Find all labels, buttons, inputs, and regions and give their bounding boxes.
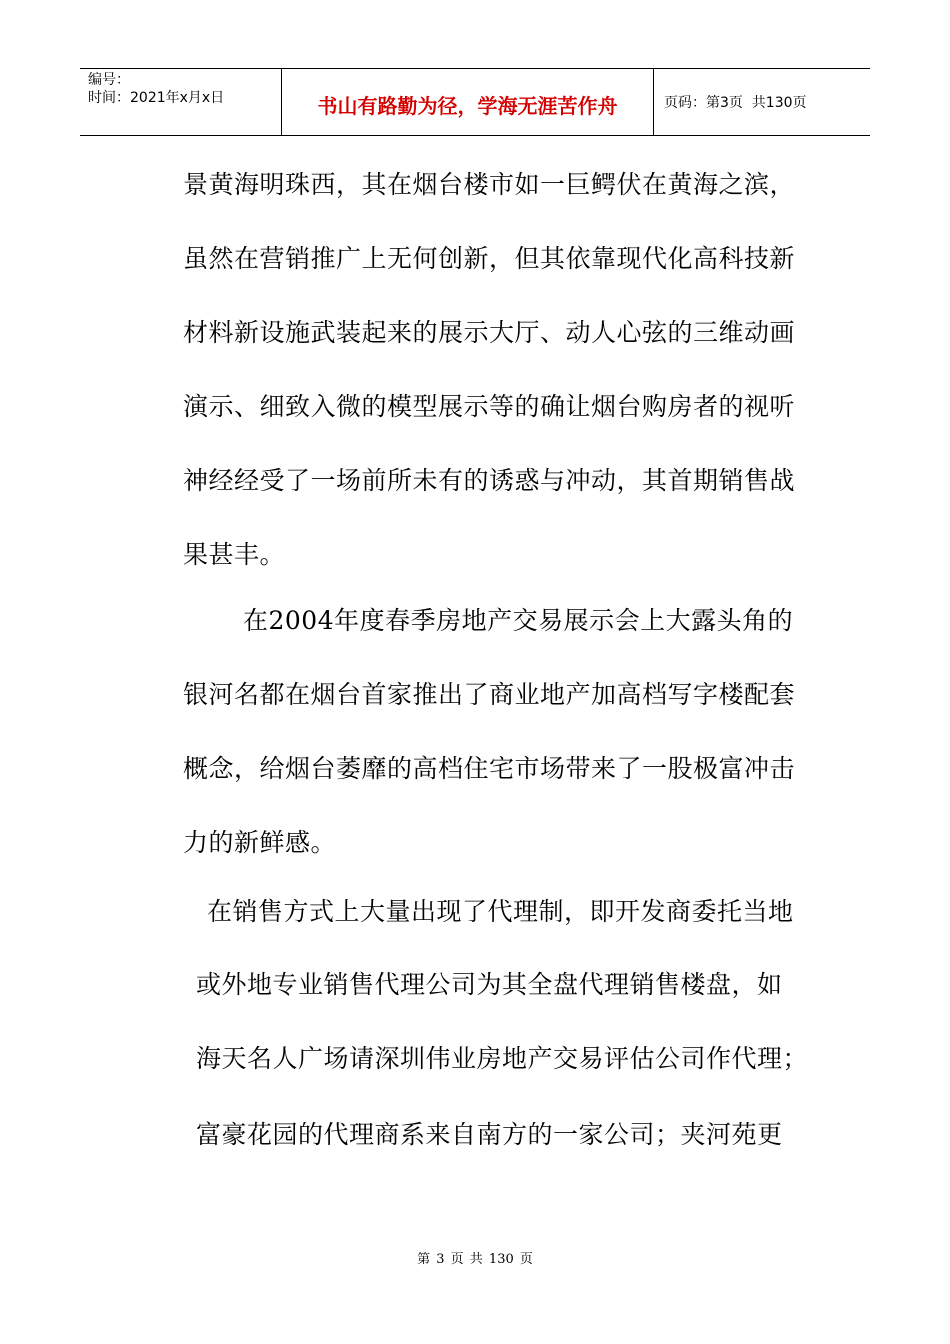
body-line: 在2004年度春季房地产交易展示会上大露头角的 xyxy=(243,606,794,635)
document-number-label: 编号： xyxy=(88,72,130,88)
body-line: 银河名都在烟台首家推出了商业地产加高档写字楼配套 xyxy=(183,680,796,709)
document-header xyxy=(80,68,870,136)
body-line: 在销售方式上大量出现了代理制，即开发商委托当地 xyxy=(207,897,794,926)
body-line: 神经经受了一场前所未有的诱惑与冲动，其首期销售战 xyxy=(183,466,796,495)
header-page-info: 页码：第3页 共130页 xyxy=(664,95,807,111)
page-footer: 第 3 页 共 130 页 xyxy=(417,1252,533,1267)
document-date-label: 时间：2021年x月x日 xyxy=(88,90,225,106)
body-line: 景黄海明珠西，其在烟台楼市如一巨鳄伏在黄海之滨， xyxy=(183,170,796,199)
header-motto: 书山有路勤为径，学海无涯苦作舟 xyxy=(317,93,618,118)
body-line: 材料新设施武装起来的展示大厅、动人心弦的三维动画 xyxy=(183,318,796,347)
body-line: 概念，给烟台萎靡的高档住宅市场带来了一股极富冲击 xyxy=(183,754,796,783)
body-line: 力的新鲜感。 xyxy=(183,828,337,857)
header-motto-cell xyxy=(282,69,654,135)
body-line: 演示、细致入微的模型展示等的确让烟台购房者的视听 xyxy=(183,392,796,421)
body-line: 海天名人广场请深圳伟业房地产交易评估公司作代理； xyxy=(196,1044,809,1073)
header-page-cell xyxy=(654,69,870,135)
body-line: 虽然在营销推广上无何创新，但其依靠现代化高科技新 xyxy=(183,244,796,273)
header-meta-cell xyxy=(80,69,282,135)
body-line: 富豪花园的代理商系来自南方的一家公司；夹河苑更 xyxy=(196,1120,783,1149)
body-line: 或外地专业销售代理公司为其全盘代理销售楼盘，如 xyxy=(196,970,783,999)
body-line: 果甚丰。 xyxy=(183,540,286,569)
